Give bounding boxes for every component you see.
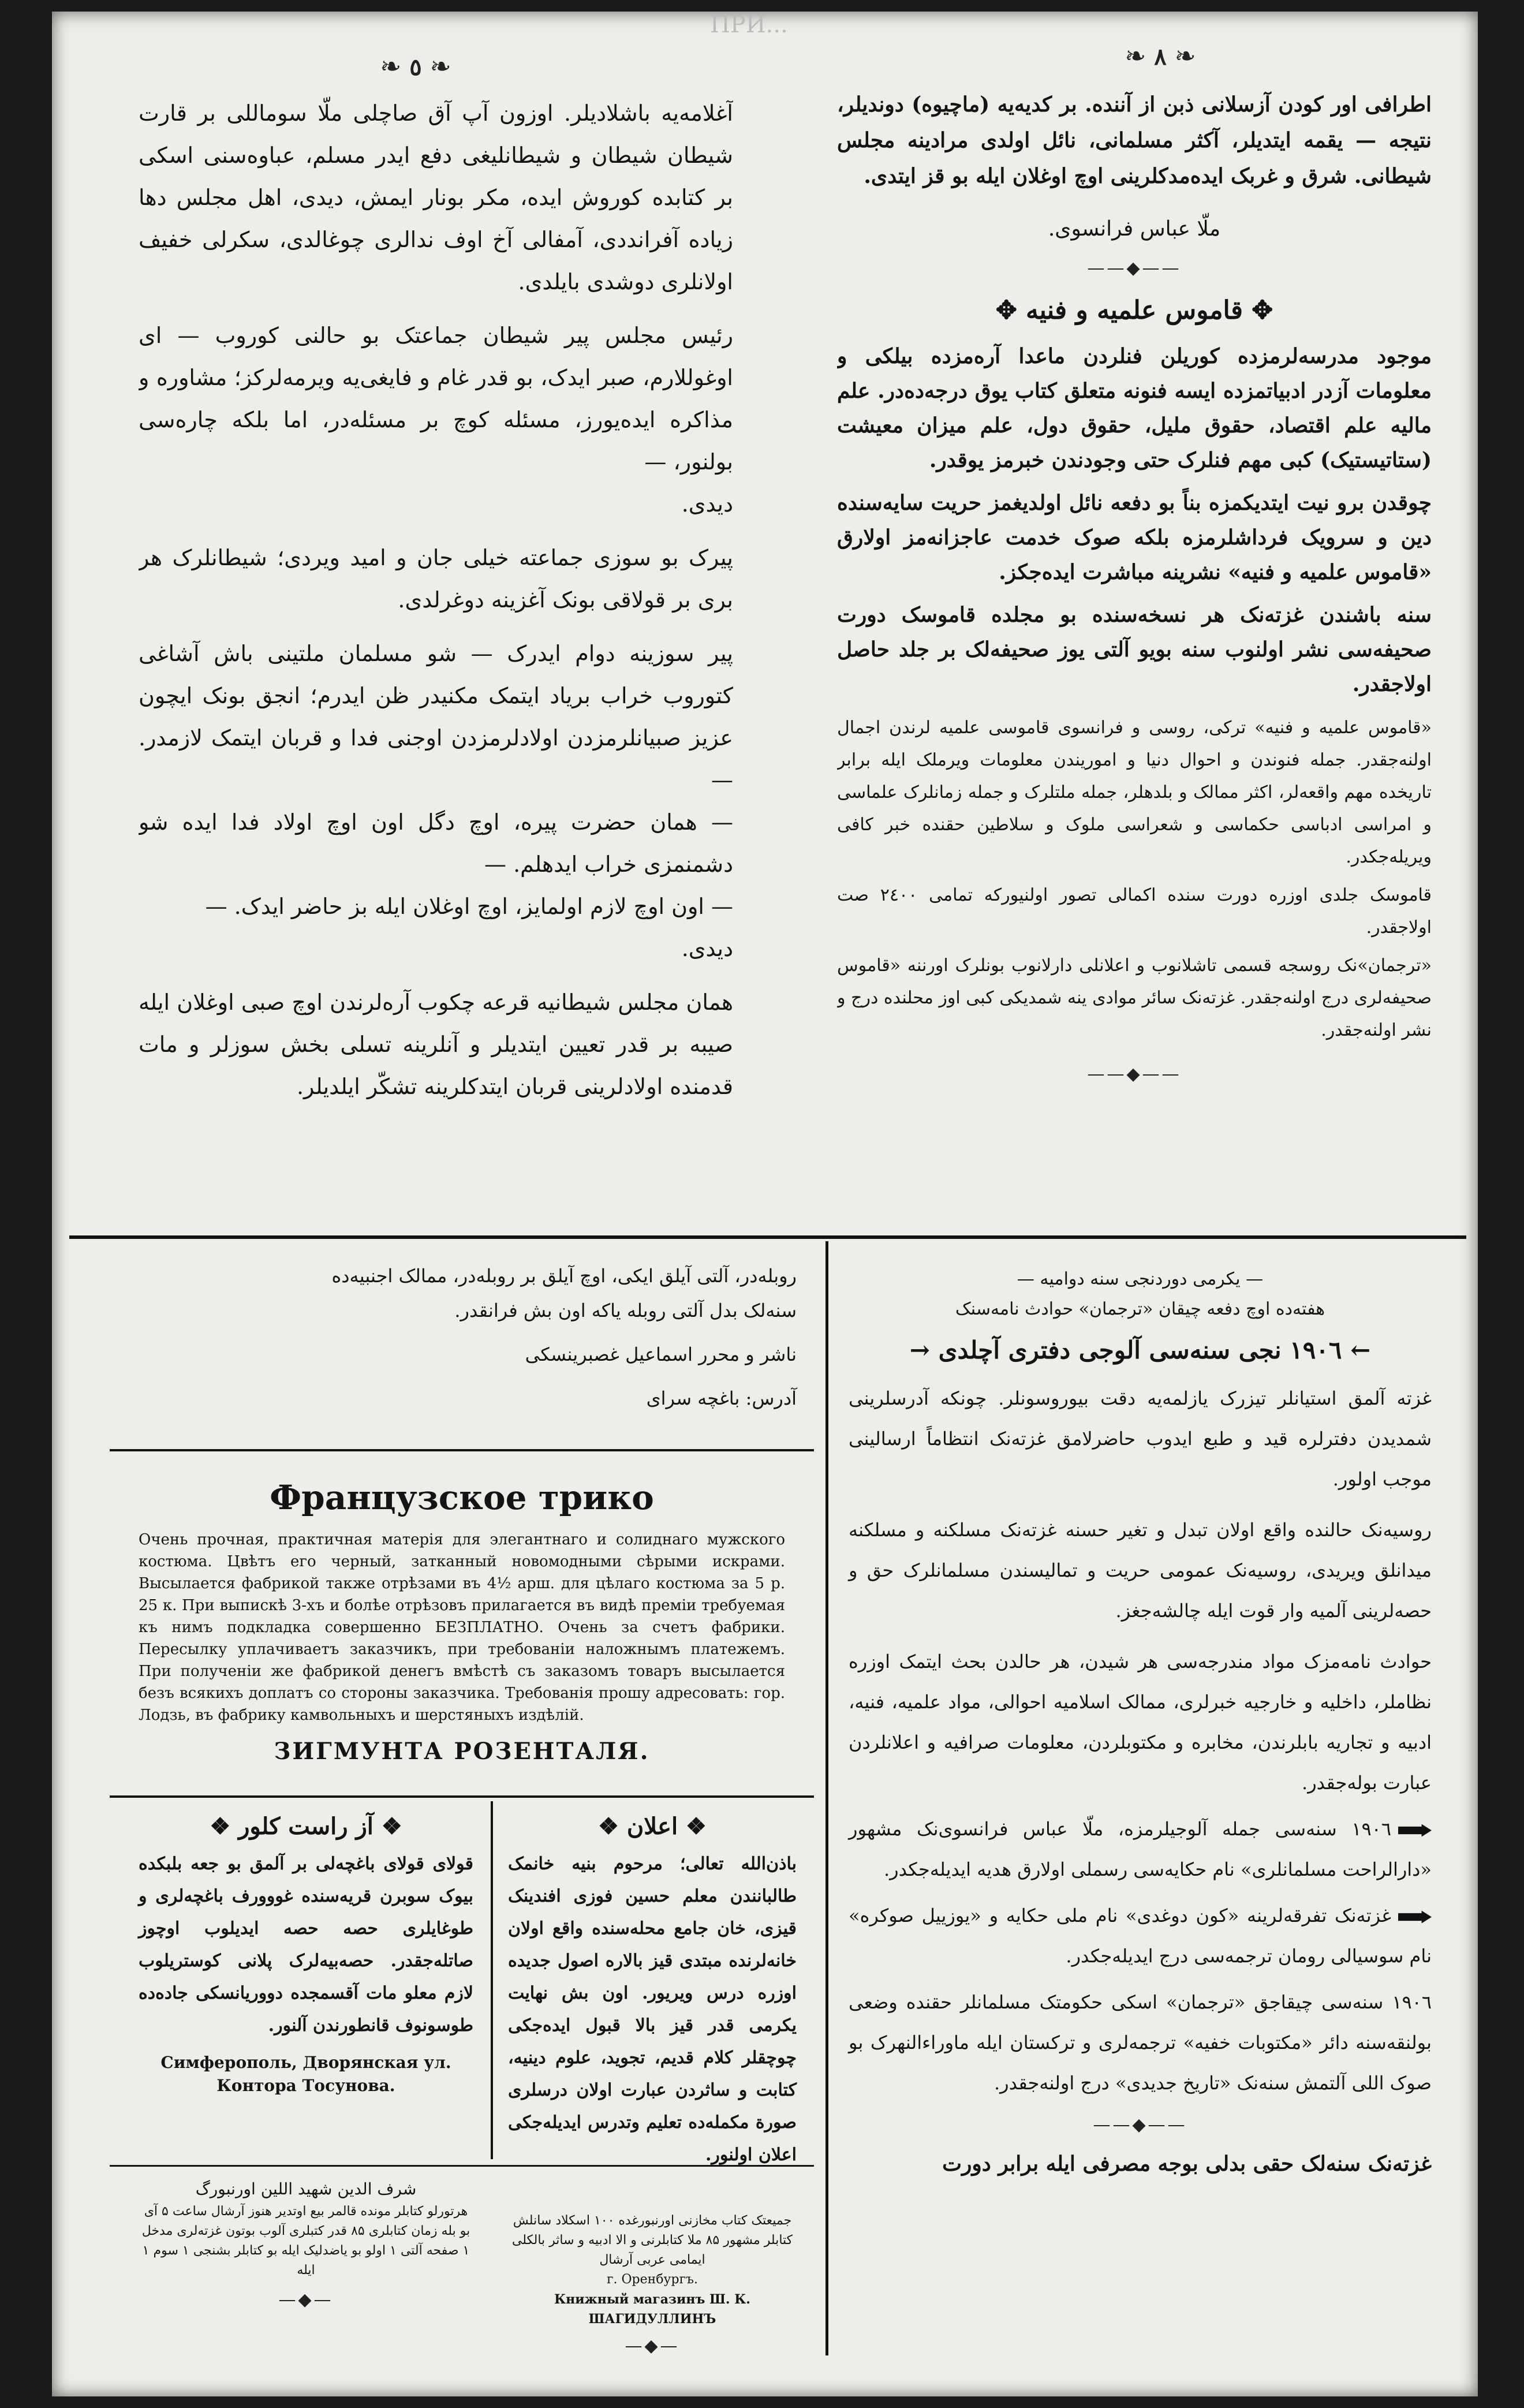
announce-para-3: حوادث نامه‌مزک مواد مندرجه‌سی هر شیدن، هر حالدن بحث ایتمک اوزره نظاملر، داخلیه و خارجیه خبرلری، ممالک اسلامیه احوالی، مواد علمیه، فنیه، ادبیه و تجاریه بابلرندن، مخابره و مکتوبلردن، معلومات صرافیه و اعلانلردن عبارت بوله‌جقدر. (849, 1651, 1432, 1794)
left-para-7: — اون اوچ لازم اولمایز، اوچ اوغلان ایله بز حاضر ایدک. — (205, 894, 733, 919)
left-para-9: همان مجلس شیطانیه قرعه چکوب آره‌لرندن اوچ صبی اوغلان ایله صیبه بر قدر تعیین ایتدیلر و آنلرینه تسلی بخش سوزلر و مات قدمنده اولادلرینی قربان ایتدکلرینه تشکّر ایلدیلر. (139, 990, 733, 1099)
right-page-number-ornament: ❧ ٨ ❧ (1125, 42, 1196, 71)
subscription-line-1: روبله‌در، آلتی آیلق ایکی، اوچ آیلق بر روبله‌در، ممالک اجنبیه‌ده (331, 1265, 797, 1287)
shaqidullin-title: شرف الدین شهید اللین اورنبورگ (195, 2179, 417, 2198)
left-para-4: پیرک بو سوزی جماعته خیلی جان و امید ویردی؛ شیطانلرک هر بری بر قولاقی بونک آغزینه دوغرلدی. (139, 545, 733, 613)
address-line: آدرس: باغچه سرای (646, 1387, 797, 1409)
ads-row-rule (110, 1795, 814, 1798)
announce-para-6: ۱۹۰٦ سنه‌سی چیقاجق «ترجمان» اسکی حکومتک مسلمانلر حقنده وضعی بولنقه‌سنه دائر «مکتوبات خفیه» ترجمه‌لری و ترکستان ایله ماوراءالنهرک بو صوک اللی آلتمش سنه‌نک «تاریخ جدیدی» درج اولنه‌جقدر. (849, 1991, 1432, 2094)
notice-title-text: اعلان (626, 1813, 678, 1840)
land-ad-title: ❖ آز راست کلور ❖ (210, 1813, 402, 1840)
ru-ad-signature: ЗИГМУНТА РОЗЕНТАЛЯ. (274, 1738, 650, 1765)
section-small-3: «ترجمان»‌نک روسجه قسمی تاشلانوب و اعلانلی دارلانوب بونلرک اورننه «قاموس صحیفه‌لری درج اولنه‌جقدر. غزته‌نک سائر موادی ینه شمدیکی کبی اوز محلنده درج و نشر اولنه‌جقدر. (837, 955, 1432, 1040)
bookstore-ad (508, 2211, 797, 2363)
subscription-announcement (849, 1264, 1432, 2181)
year-line: — یکرمی دوردنجی سنه دوامیه — (1017, 1269, 1264, 1289)
land-ad-ru: Симферополь, Дворянская ул. Контора Тосунова. (160, 2053, 451, 2095)
section-small-1: «قاموس علمیه و فنیه» ترکی، روسی و فرانسوی قاموسی علمیه لرندن اجمال اولنه‌جقدر. جمله فنوندن و احوال دنیا و اموریندن معلومات ویرملک ایله برابر تاریخده مهم واقعه‌لر، اکثر ممالک و بلدهلر، جمله ملتلرک و جمله زمانلرک علماسی و امراسی ادباسی حکماسی و شعراسی ملوک و سلاطین حقنده خبر کافی ویریله‌جکدر. (837, 718, 1432, 867)
announce-para-5 (849, 1895, 1432, 1976)
announce-para-5-text: غزته‌نک تفرقه‌لرینه «کون دوغدی» نام ملی حکایه و «یوزییل صوکره» نام سوسیالی رومان ترجمه‌سی درج ایدیله‌جکدر. (849, 1905, 1432, 1967)
left-para-1: آغلامه‌یه باشلادیلر. اوزون آپ آق صاچلی ملّا سوماللی بر قارت شیطان شیطان و شیطانلیغی دفع ایدر مسلم، عباوه‌سنی اسکی بر کتابده کوروش ایده، مکر بونار ایمش، دیدی، اهل مجلس دها زیاده آفرانددی، آمفالی آخ اوف ندالری چوغالدی، سکرلی خفیف اولانلری دوشدی بایلدی. (139, 100, 733, 294)
bookstore-ru-1: г. Оренбургъ. (606, 2272, 698, 2287)
ru-ad-body: Очень прочная, практичная матерія для элегантнаго и солиднаго мужского костюма. Цвѣтъ его черный, затканный новомодными сѣрыми искрами. Высылается фабрикой также отрѣзами въ 4½ арш. для цѣлаго костюма за 5 р. 25 к. При выпискѣ 3-хъ и болѣе отрѣзовъ прилагается въ видѣ преміи требуемая къ нимъ подкладка совершенно БЕЗПЛАТНО. Очень за счетъ фабрики. Пересылку уплачиваетъ заказчикъ, при требованіи наложнымъ платежемъ. При полученіи же фабрикой денегъ вмѣстѣ съ заказомъ товаръ высылается безъ всякихъ доплатъ со стороны заказчика. Требованія прошу адресовать: гор. Лодзь, въ фабрику камвольныхъ и шерстяныхъ издѣлій. (139, 1531, 785, 1724)
left-para-5: پیر سوزینه دوام ایدرک — شو مسلمان ملتینی باش آشاغی کتوروب خراب بریاد ایتمک مکنیدر ظن ایدرم؛ انجق بونک ایچون عزیز صبیانلرمزدن اولادلرمزدن اوجنی فدا و قربان ایتمک لازمدر. — (139, 641, 733, 793)
land-sale-ad (139, 1813, 473, 2097)
left-page-number: ٥ (409, 54, 422, 81)
right-column (837, 87, 1432, 1114)
notice-body: باذن‌الله تعالی؛ مرحوم بنیه خانمک طالبانندن معلم حسین فوزی افندینک قیزی، خان جامع محله‌سنده واقع اولان خانه‌لرنده مبتدی قیز بالاره اصول جدیده اوزره درس ویریور. اون بش نهایت یکرمی قدر قیز بالا قبول ایده‌جکی چوچقلر کلام قدیم، تجوید، علوم دینیه، کتابت و ساثردن عبارت اولان درسلری صورة مکمله‌ده تعلیم وتدرس ایدیله‌جکی اعلان اولنور. (508, 1854, 797, 2165)
left-para-2: رئیس مجلس پیر شیطان جماعتک بو حالنی کوروب — ای اوغوللارم، صبر ایدک، بو قدر غام و فایغی‌یه ویرمه‌لرکز؛ مشاوره و مذاکره ایده‌یورز، مسئله کوچ بر مسئله‌در، اما بلکه چاره‌سی بولنور، — (139, 323, 733, 475)
ads-divider (491, 1801, 493, 2159)
left-page-number-ornament: ❧ ٥ ❧ (380, 52, 451, 81)
bottom-ads-rule (110, 2165, 814, 2167)
school-notice-ad (508, 1813, 797, 2171)
horizontal-rule (69, 1235, 1466, 1239)
section-para-3: سنه باشندن غزته‌نک هر نسخه‌سنده بو مجلده قاموسک دورت صحیفه‌سی نشر اولنوب سنه بویو آلتی یوز صحیفه‌لک بر جلد حاصل اولاجقدر. (837, 603, 1432, 696)
newspaper-page (52, 12, 1478, 2396)
ad-top-rule (110, 1449, 814, 1451)
pointing-hand-icon (1398, 1911, 1432, 1924)
announce-para-2: روسیه‌نک حالنده واقع اولان تبدل و تغیر حسنه غزته‌نک مسلکنه و مسلکنه میدانلق ویریدی، روسیه‌نک عمومی حریت و تمالیسندن مسلمانلرک حق و حصه‌لرینی آلمیه وار قوت ایله چالشه‌جغز. (849, 1519, 1432, 1622)
library-stamp: ПРИ... (710, 12, 788, 38)
pointing-hand-icon (1398, 1824, 1432, 1837)
shaqidullin-ornament: —◆— (278, 2290, 334, 2310)
section-title-text: قاموس علمیه و فنیه (1026, 296, 1243, 325)
vertical-rule (826, 1241, 828, 2355)
left-column-article (139, 92, 733, 1108)
shaqidullin-text: هرتورلو کتابلر مونده قالمر بیع اوتدیر هنوز آرشال ساعت ۵ آی بو بله زمان کتابلری ۸۵ قدر کتبلری آلوب بوتون غزته‌لری مدخل ۱ صفحه آلتی ۱ اولو بو یاضدلیک ایله بو کتابلر بشنجی ۱ سوم ۱ ایله (141, 2204, 470, 2278)
publisher-line: ناشر و محرر اسماعیل غصبرینسکی (525, 1343, 797, 1365)
section-title: ✥ قاموس علمیه و فنیه ✥ (995, 296, 1273, 325)
section-small-2: قاموسک جلدی اوزره دورت سنده اکمالی تصور اولنیورکه تمامی ۲٤۰۰ صت اولاجقدر. (837, 885, 1432, 938)
left-para-8: دیدی. (681, 936, 733, 961)
weekly-line: هفته‌ده اوچ دفعه چیقان «ترجمان» حوادث نامه‌سنک (955, 1299, 1325, 1319)
author-signature: ملّا عباس فرانسوی. (1048, 217, 1221, 241)
shaqidullin-ad (139, 2176, 473, 2319)
bookstore-ornament: —◆— (625, 2336, 680, 2356)
announcement-title-text: ۱۹۰٦ نجی سنه‌سی آلوجی دفتری آچلدی (938, 1336, 1342, 1364)
announce-ornament: ——◆—— (1093, 2115, 1187, 2135)
announce-para-4-text: ۱۹۰٦ سنه‌سی جمله آلوجیلرمزه، ملّا عباس فرانسوی‌نک مشهور «دارالراحت مسلمانلری» نام حکایه‌سی رسملی اولارق هدیه ایدیله‌جکدر. (849, 1818, 1432, 1880)
announce-bottom-line: غزته‌نک سنه‌لک حقی بدلی بوجه مصرفی ایله برابر دورت (942, 2152, 1432, 2176)
announcement-title: ← ۱۹۰٦ نجی سنه‌سی آلوجی دفتری آچلدی → (909, 1336, 1371, 1364)
ru-ad-title: Французское трико (270, 1478, 654, 1517)
land-ad-body: قولای قولای باغچه‌لی بر آلمق بو جعه بلبکده بیوک سوبرن قریه‌سنده غووورف باغچه‌لری و طوغایلری حصه حصه ایدیلوب اوچوز صاتله‌جقدر. حصه‌بیه‌لرک پلانی کوستریلوب لازم معلو مات آقسمجده دووریانسکی جاده‌ده طوسونوف قانطورندن آلنور. (139, 1854, 473, 2036)
russian-trico-ad (139, 1478, 785, 1765)
divider-ornament-2: ——◆—— (1087, 1064, 1182, 1084)
announce-para-1: غزته آلمق استیانلر تیزرک یازلمه‌یه دقت بیوروسونلر. چونکه آدرسلرینی شمدیدن دفترلره قید و طبع ایدوب حاضرلامق غزته‌نک انتظاماً ارسالینی موجب اولور. (849, 1387, 1432, 1490)
section-para-2: چوقدن برو نیت ایتدیکمزه بناً بو دفعه نائل اولدیغمز حریت سایه‌سنده دین و سرویک فرداشلرمزه بلکه صوک خدمت عاجزانه‌مز اولارق «قاموس علمیه و فنیه» نشرینه مباشرت ایده‌جکز. (837, 491, 1432, 584)
subscription-line-2: سنه‌لک بدل آلتی روبله یاکه اون بش فرانقدر. (454, 1300, 797, 1321)
left-para-6: — همان حضرت پیره، اوچ دگل اون اوچ اولاد فدا ایده شو دشمنمزی خراب ایدهلم. — (139, 809, 733, 877)
divider-ornament: ——◆—— (1087, 258, 1182, 278)
notice-title: ❖ اعلان ❖ (598, 1813, 707, 1840)
announce-para-4 (849, 1809, 1432, 1890)
right-intro: اطرافی اور کودن آزسلانی ذبن از آننده. بر کدیه‌یه (ماچیوه) دوندیلر، نتیجه — یقمه ایتدیلر، آکثر مسلمانی، نائل اولدی مرادینه مجلس شیطانی. شرق و غربک ایده‌مدکلرینی اوچ اوغلان ایله بو قز ایتدی. (837, 92, 1432, 188)
bookstore-text: جمیعتک کتاب مخازنی اورنبورغده ۱۰۰ اسکلاد سانلش کتابلر مشهور ۸۵ ملا کتابلرنی و الا ادبیه و ساثر بالکلی ایمامی عربی آرشال (511, 2213, 793, 2267)
right-page-number: ٨ (1154, 43, 1167, 70)
subscription-info (139, 1259, 797, 1416)
left-para-3: دیدی. (681, 491, 733, 517)
land-ad-title-text: آز راست کلور (238, 1813, 373, 1840)
bookstore-ru-2: Книжный магазинъ Ш. К. ШАГИДУЛЛИНЪ (554, 2292, 750, 2327)
section-para-1: موجود مدرسه‌لرمزده کوریلن فنلردن ماعدا آره‌مزده بیلکی و معلومات آزدر ادبیاتمزده ایسه فنونه متعلق کتاب یوق درجه‌ده‌در. علم مالیه علم اقتصاد، حقوق ملیل، حقوق دول، علم میزان معیشت (ستاتیستیک) کبی مهم فنلرک حتی وجودندن خبرمز یوقدر. (837, 344, 1432, 472)
